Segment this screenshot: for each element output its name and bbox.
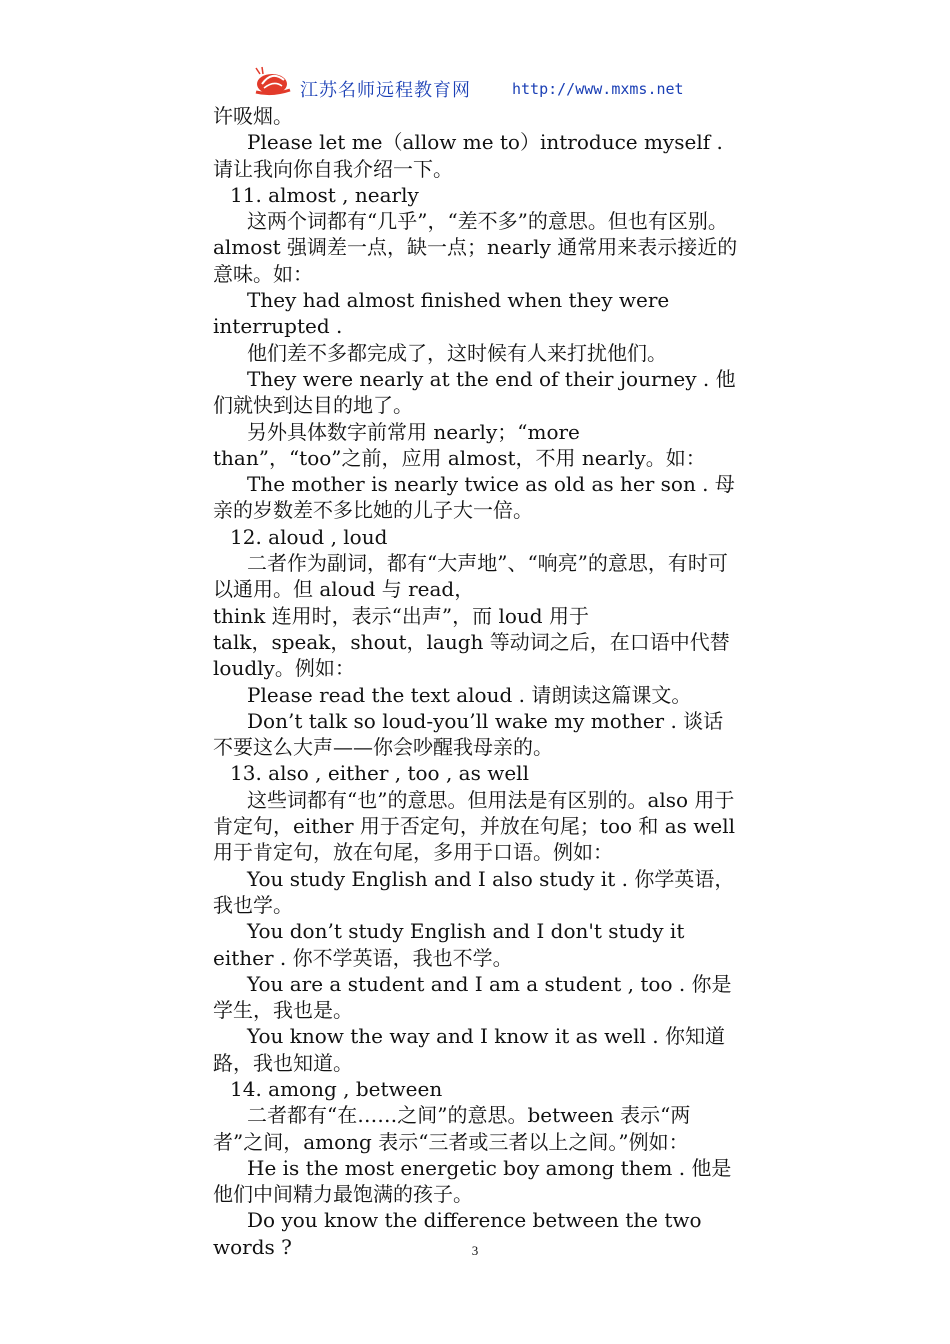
explanation-paragraph: 这些词都有“也”的意思。但用法是有区别的。also 用于肯定句，either 用于否定句，并放在句尾；too 和 as well 用于肯定句，放在句尾，多用于口语。例如： bbox=[213, 787, 736, 865]
section-heading: 12. aloud , loud bbox=[230, 524, 388, 549]
example-line: You know the way and I know it as well . 你知道路，我也知道。 bbox=[213, 1024, 725, 1075]
translation-line: 他们差不多都完成了，这时候有人来打扰他们。 bbox=[247, 340, 667, 365]
explanation-paragraph: 二者作为副词，都有“大声地”、“响亮”的意思，有时可以通用。但 aloud 与 read， bbox=[213, 551, 728, 602]
example-line: The mother is nearly twice as old as her son . 母亲的岁数差不多比她的儿子大一倍。 bbox=[213, 472, 735, 523]
explanation-paragraph: 这两个词都有“几乎”，“差不多”的意思。但也有区别。almost 强调差一点，缺一点；nearly 通常用来表示接近的意味。如： bbox=[213, 209, 738, 286]
example-line: Please let me（allow me to）introduce myself . 请让我向你自我介绍一下。 bbox=[213, 130, 723, 181]
example-line: He is the most energetic boy among them . 他是他们中间精力最饱满的孩子。 bbox=[213, 1155, 732, 1207]
site-title: 江苏名师远程教育网 bbox=[300, 80, 471, 101]
text-line: 许吸烟。 bbox=[213, 104, 293, 128]
site-url[interactable]: http://www.mxms.net bbox=[512, 80, 684, 98]
explanation-paragraph: than”，“too”之前，应用 almost，不用 nearly。如： bbox=[213, 445, 706, 470]
explanation-paragraph: 二者都有“在……之间”的意思。between 表示“两者”之间，among 表示“三者或三者以上之间。”例如： bbox=[213, 1103, 691, 1154]
explanation-paragraph: think 连用时，表示“出声”，而 loud 用于 bbox=[213, 603, 589, 628]
snail-logo-icon bbox=[250, 66, 294, 98]
example-line: They had almost finished when they were interrupted . bbox=[213, 288, 670, 339]
explanation-paragraph: talk，speak，shout，laugh 等动词之后，在口语中代替 loudly。例如： bbox=[213, 629, 730, 681]
example-line: Do you know the difference between the two words ? bbox=[213, 1208, 702, 1259]
page-number: 3 bbox=[471, 1243, 479, 1258]
example-line: Don’t talk so loud-you’ll wake my mother . 谈话不要这么大声——你会吵醒我母亲的。 bbox=[213, 708, 724, 760]
explanation-paragraph: 另外具体数字前常用 nearly；“more bbox=[247, 419, 580, 444]
example-line: You are a student and I am a student , too . 你是学生，我也是。 bbox=[213, 971, 732, 1023]
section-heading: 13. also , either , too , as well bbox=[230, 761, 529, 786]
section-heading: 14. among , between bbox=[230, 1076, 443, 1101]
section-heading: 11. almost , nearly bbox=[230, 182, 419, 207]
page-header bbox=[250, 66, 710, 102]
example-line: You study English and I also study it . 你学英语，我也学。 bbox=[213, 866, 735, 917]
document-body bbox=[213, 103, 738, 1260]
example-line: Please read the text aloud . 请朗读这篇课文。 bbox=[247, 682, 692, 707]
example-line: You don’t study English and I don't study it either . 你不学英语，我也不学。 bbox=[213, 919, 685, 970]
example-line: They were nearly at the end of their journey . 他们就快到达目的地了。 bbox=[213, 366, 736, 418]
